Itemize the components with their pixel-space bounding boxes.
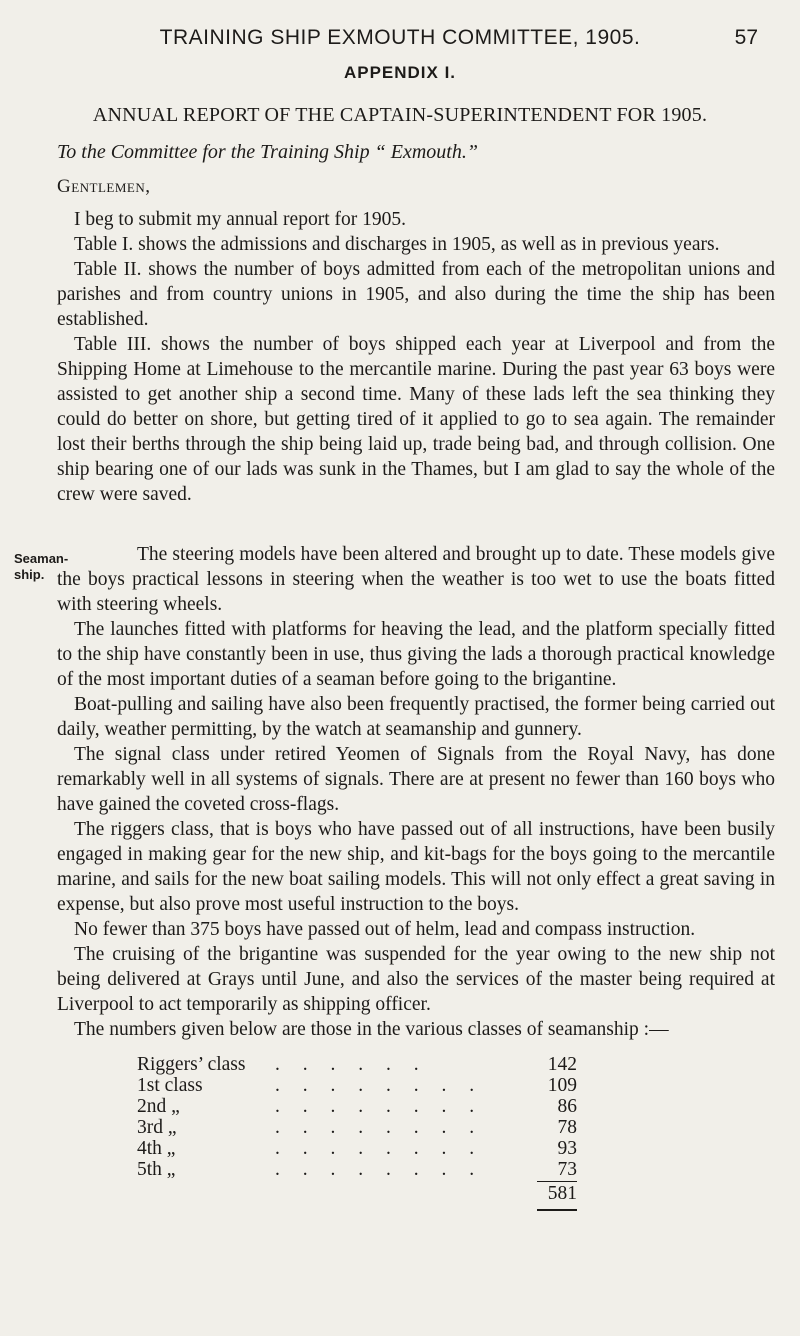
class-name: Riggers’ class bbox=[137, 1054, 246, 1075]
appendix-heading: APPENDIX I. bbox=[343, 63, 457, 82]
paragraph: The numbers given below are those in the various classes of seamanship :— bbox=[74, 1019, 669, 1040]
table-row bbox=[137, 1117, 577, 1138]
class-name: 5th „ bbox=[137, 1159, 176, 1180]
leader-dots: . . . . . . . . bbox=[275, 1159, 484, 1180]
class-count: 73 bbox=[557, 1159, 577, 1180]
class-name: 2nd „ bbox=[137, 1096, 180, 1117]
table-row bbox=[137, 1159, 577, 1180]
class-name: 3rd „ bbox=[137, 1117, 177, 1138]
classes-total: 581 bbox=[547, 1183, 577, 1204]
paragraph: The riggers class, that is boys who have passed out of all instructions, have been busily engaged in making gear for the new ship, and kit-bags for the boys going to the mercantile marine, and sails for the new boat sailing models. This will not only effect a great saving in expense, but also prove most useful instruction to the boys. bbox=[57, 819, 775, 915]
table-row bbox=[137, 1054, 577, 1075]
class-count: 93 bbox=[557, 1138, 577, 1159]
seamanship-classes-table bbox=[137, 1054, 577, 1204]
leader-dots: . . . . . . . . bbox=[275, 1117, 484, 1138]
seamanship-section bbox=[57, 542, 775, 1042]
table-row bbox=[137, 1138, 577, 1159]
table-row bbox=[137, 1075, 577, 1096]
salutation: Gentlemen, bbox=[57, 176, 151, 197]
report-title: ANNUAL REPORT OF THE CAPTAIN-SUPERINTENDENT FOR 1905. bbox=[92, 104, 708, 126]
total-rule bbox=[537, 1181, 577, 1182]
page-number: 57 bbox=[734, 26, 758, 49]
leader-dots: . . . . . . . . bbox=[275, 1075, 484, 1096]
class-count: 86 bbox=[557, 1096, 577, 1117]
paragraph: No fewer than 375 boys have passed out of helm, lead and compass instruction. bbox=[74, 919, 696, 940]
paragraph: Boat-pulling and sailing have also been frequently practised, the former being carried out daily, weather permitting, by the watch at seamanship and gunnery. bbox=[57, 694, 775, 740]
paragraph: The launches fitted with platforms for heaving the lead, and the platform specially fitted to the ship have constantly been in use, thus giving the lads a thorough practical knowledge of the most important duties of a seaman before going to the brigantine. bbox=[57, 619, 775, 690]
paragraph: The cruising of the brigantine was suspended for the year owing to the new ship not being delivered at Grays until June, and also the services of the master being required at Liverpool to act temporarily as shipping officer. bbox=[57, 944, 775, 1015]
leader-dots: . . . . . . bbox=[275, 1054, 428, 1075]
leader-dots: . . . . . . . . bbox=[275, 1138, 484, 1159]
addressee: To the Committee for the Training Ship “ Exmouth.” bbox=[57, 141, 478, 163]
class-name: 1st class bbox=[137, 1075, 203, 1096]
running-head: TRAINING SHIP EXMOUTH COMMITTEE, 1905. bbox=[159, 26, 641, 49]
paragraph: Table III. shows the number of boys shipped each year at Liverpool and from the Shipping Home at Limehouse to the mercantile marine. During the past year 63 boys were assisted to get another ship a second time. Many of these lads left the sea thinking they could do better on shore, but getting tired of it applied to go to sea again. The remainder lost their berths through the ship being laid up, trade being bad, and through collision. One ship bearing one of our lads was sunk in the Thames, but I am glad to say the whole of the crew were saved. bbox=[57, 334, 775, 505]
paragraph: Table II. shows the number of boys admitted from each of the metropolitan unions and parishes and from country unions in 1905, and also during the time the ship has been established. bbox=[57, 259, 775, 330]
class-count: 142 bbox=[547, 1054, 577, 1075]
class-count: 109 bbox=[547, 1075, 577, 1096]
paragraph: Table I. shows the admissions and discharges in 1905, as well as in previous years. bbox=[74, 234, 720, 255]
class-count: 78 bbox=[557, 1117, 577, 1138]
leader-dots: . . . . . . . . bbox=[275, 1096, 484, 1117]
intro-section bbox=[57, 207, 775, 507]
total-double-rule bbox=[537, 1209, 577, 1211]
table-row bbox=[137, 1096, 577, 1117]
class-name: 4th „ bbox=[137, 1138, 176, 1159]
paragraph: The steering models have been altered and brought up to date. These models give the boys practical lessons in steering when the weather is too wet to use the boats fitted with steering wheels. bbox=[57, 544, 775, 615]
paragraph: The signal class under retired Yeomen of Signals from the Royal Navy, has done remarkably well in all systems of signals. There are at present no fewer than 160 boys who have gained the coveted cross-flags. bbox=[57, 744, 775, 815]
paragraph: I beg to submit my annual report for 1905. bbox=[74, 209, 406, 230]
margin-note-seamanship: Seaman-ship. bbox=[14, 551, 69, 582]
